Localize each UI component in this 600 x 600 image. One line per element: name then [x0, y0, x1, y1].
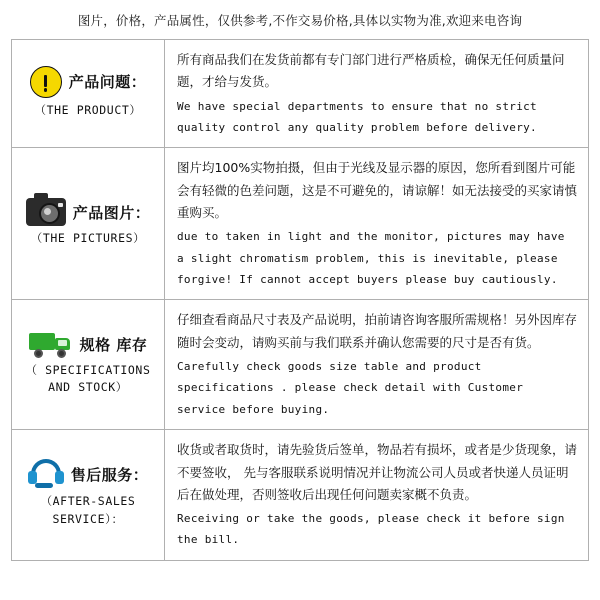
row-text-cn: 仔细查看商品尺寸表及产品说明，拍前请咨询客服所需规格！另外因库存随时会变动，请购买前与我们联系并确认您需要的尺寸是否有货。 [177, 312, 578, 350]
truck-icon [29, 331, 73, 358]
row-text-cn: 收货或者取货时，请先验货后签单，物品若有损坏，或者是少货现象，请不要签收， 先与客服联系说明情况并让物流公司人员或者快递人员证明后在做处理，否则签收后出现任何问题卖家概不负责。 [177, 442, 578, 502]
row-text-en: Receiving or take the goods, please check it before sign the bill. [177, 512, 565, 547]
top-note: 图片，价格，产品属性，仅供参考,不作交易价格,具体以实物为准,欢迎来电咨询 [77, 13, 523, 28]
row-label-en: （ SPECIFICATIONS AND STOCK） [25, 362, 151, 395]
row-label-en: （THE PICTURES） [30, 231, 146, 245]
row-text-cn: 所有商品我们在发货前都有专门部门进行严格质检，确保无任何质量问题，才给与发货。 [177, 52, 565, 90]
row-label-cell-product [12, 40, 165, 148]
row-label-cn: 售后服务： [70, 465, 149, 484]
row-label-en: （AFTER-SALES SERVICE）： [40, 494, 136, 527]
row-label-cn: 规格 库存 [79, 335, 148, 354]
row-content-cell-after-sales [165, 430, 589, 561]
row-content-cell-product [165, 40, 589, 148]
table-row [12, 40, 589, 148]
row-content-cell-specifications [165, 300, 589, 430]
row-text-en: Carefully check goods size table and product specifications . please check detail with Customer service before buying. [177, 359, 524, 416]
row-label-cell-pictures [12, 148, 165, 300]
table-row [12, 148, 589, 300]
exclamation-icon [30, 66, 62, 98]
row-label-cn: 产品图片： [72, 203, 151, 222]
row-content-cell-pictures [165, 148, 589, 300]
row-text-en: due to taken in light and the monitor, pictures may have a slight chromatism problem, this is inevitable, please forgive! If cannot accept buyers please buy cautiously. [177, 230, 565, 286]
row-label-cell-specifications [12, 300, 165, 430]
row-label-cell-after-sales [12, 430, 165, 561]
info-table [11, 39, 589, 561]
table-row [12, 430, 589, 561]
row-text-en: We have special departments to ensure that no strict quality control any quality problem before delivery. [177, 99, 537, 134]
row-text-cn: 图片均100%实物拍摄，但由于光线及显示器的原因，您所看到图片可能会有轻微的色差问题，这是不可避免的，请谅解！如无法接受的买家请慎重购买。 [177, 160, 578, 220]
table-row [12, 300, 589, 430]
camera-icon [26, 198, 66, 226]
headset-icon [28, 459, 64, 489]
row-label-cn: 产品问题： [68, 73, 147, 92]
row-label-en: （THE PRODUCT） [34, 102, 142, 117]
